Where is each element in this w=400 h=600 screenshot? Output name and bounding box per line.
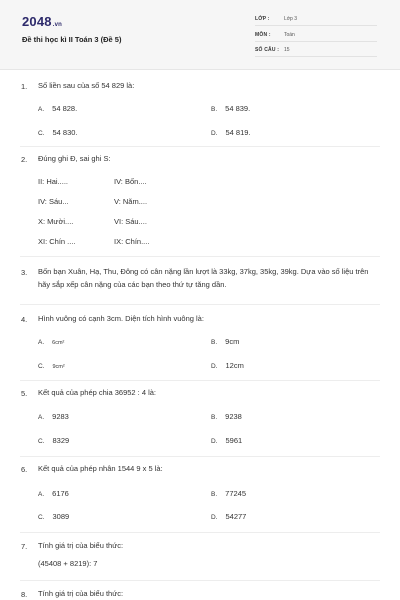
option-d[interactable]: D. 54 819. bbox=[211, 128, 251, 137]
question-text: Bốn bạn Xuân, Hạ, Thu, Đông có cân nặng lần lượt là 33kg, 37kg, 35kg, 39kg. Dựa vào số liệu trên hãy sắp xếp cân nặng của các bạn theo thứ tự tăng dần. bbox=[38, 267, 369, 289]
meta-count-row bbox=[255, 45, 377, 57]
tf-item[interactable]: II: Hai..... bbox=[38, 177, 69, 186]
question-text: Kết quả của phép chia 36952 : 4 là: bbox=[38, 388, 157, 397]
option-a[interactable]: A. 6cm² bbox=[38, 339, 65, 346]
option-d[interactable]: D. 12cm bbox=[211, 361, 244, 370]
question-text: Tính giá trị của biểu thức: bbox=[38, 589, 124, 598]
option-c[interactable]: C. 54 830. bbox=[38, 128, 78, 137]
meta-subject-value: Toán bbox=[284, 32, 295, 38]
option-b[interactable]: B. 9238 bbox=[211, 412, 242, 421]
divider bbox=[20, 456, 380, 457]
question-number: 4. bbox=[21, 315, 28, 324]
tf-item[interactable]: XI: Chín .... bbox=[38, 237, 76, 246]
question-text: Kết quả của phép nhân 1544 9 x 5 là: bbox=[38, 464, 163, 473]
question-expression: (45408 + 8219): 7 bbox=[38, 559, 98, 568]
meta-count-value: 15 bbox=[284, 47, 290, 53]
option-a[interactable]: A. 9283 bbox=[38, 412, 69, 421]
meta-subject-row bbox=[255, 30, 377, 42]
option-a[interactable]: A. 6176 bbox=[38, 489, 69, 498]
option-a[interactable]: A. 54 828. bbox=[38, 104, 78, 113]
logo-main-text: 2048 bbox=[22, 14, 52, 29]
question-number: 1. bbox=[21, 82, 28, 91]
question-number: 7. bbox=[21, 542, 28, 551]
option-c[interactable]: C. 8329 bbox=[38, 436, 70, 445]
divider bbox=[20, 146, 380, 147]
question-number: 3. bbox=[21, 268, 28, 277]
tf-item[interactable]: V: Năm.... bbox=[114, 197, 148, 206]
question-text: Hình vuông có cạnh 3cm. Diện tích hình vuông là: bbox=[38, 314, 204, 323]
exam-header bbox=[0, 0, 400, 70]
question-number: 6. bbox=[21, 465, 28, 474]
option-b[interactable]: B. 77245 bbox=[211, 489, 247, 498]
divider bbox=[20, 532, 380, 533]
divider bbox=[20, 304, 380, 305]
logo-suffix-text: .vn bbox=[52, 22, 63, 28]
question-text: Số liền sau của số 54 829 là: bbox=[38, 81, 135, 90]
meta-class-row bbox=[255, 14, 377, 26]
meta-class-value: Lớp 3 bbox=[284, 16, 298, 22]
meta-subject-label: MÔN : bbox=[255, 32, 271, 38]
question-number: 8. bbox=[21, 590, 28, 599]
tf-item[interactable]: X: Mười.... bbox=[38, 217, 74, 226]
option-d[interactable]: D. 5961 bbox=[211, 436, 243, 445]
option-c[interactable]: C. 9cm² bbox=[38, 363, 65, 370]
question-text: Tính giá trị của biểu thức: bbox=[38, 541, 124, 550]
tf-item[interactable]: IX: Chín.... bbox=[114, 237, 150, 246]
meta-class-label: LỚP : bbox=[255, 16, 270, 22]
tf-item[interactable]: IV: Sáu... bbox=[38, 197, 69, 206]
question-text: Đúng ghi Đ, sai ghi S: bbox=[38, 154, 111, 163]
tf-item[interactable]: IV: Bốn.... bbox=[114, 177, 147, 186]
divider bbox=[20, 256, 380, 257]
option-d[interactable]: D. 54277 bbox=[211, 512, 247, 521]
divider bbox=[20, 380, 380, 381]
question-number: 2. bbox=[21, 155, 28, 164]
option-c[interactable]: C. 3089 bbox=[38, 512, 70, 521]
exam-title: Đề thi học kì II Toán 3 (Đề 5) bbox=[22, 35, 122, 44]
divider bbox=[20, 580, 380, 581]
question-number: 5. bbox=[21, 389, 28, 398]
option-b[interactable]: B. 9cm bbox=[211, 337, 240, 346]
option-b[interactable]: B. 54 839. bbox=[211, 104, 251, 113]
site-logo[interactable] bbox=[22, 14, 62, 29]
meta-count-label: SỐ CÂU : bbox=[255, 47, 280, 53]
tf-item[interactable]: VI: Sáu.... bbox=[114, 217, 147, 226]
